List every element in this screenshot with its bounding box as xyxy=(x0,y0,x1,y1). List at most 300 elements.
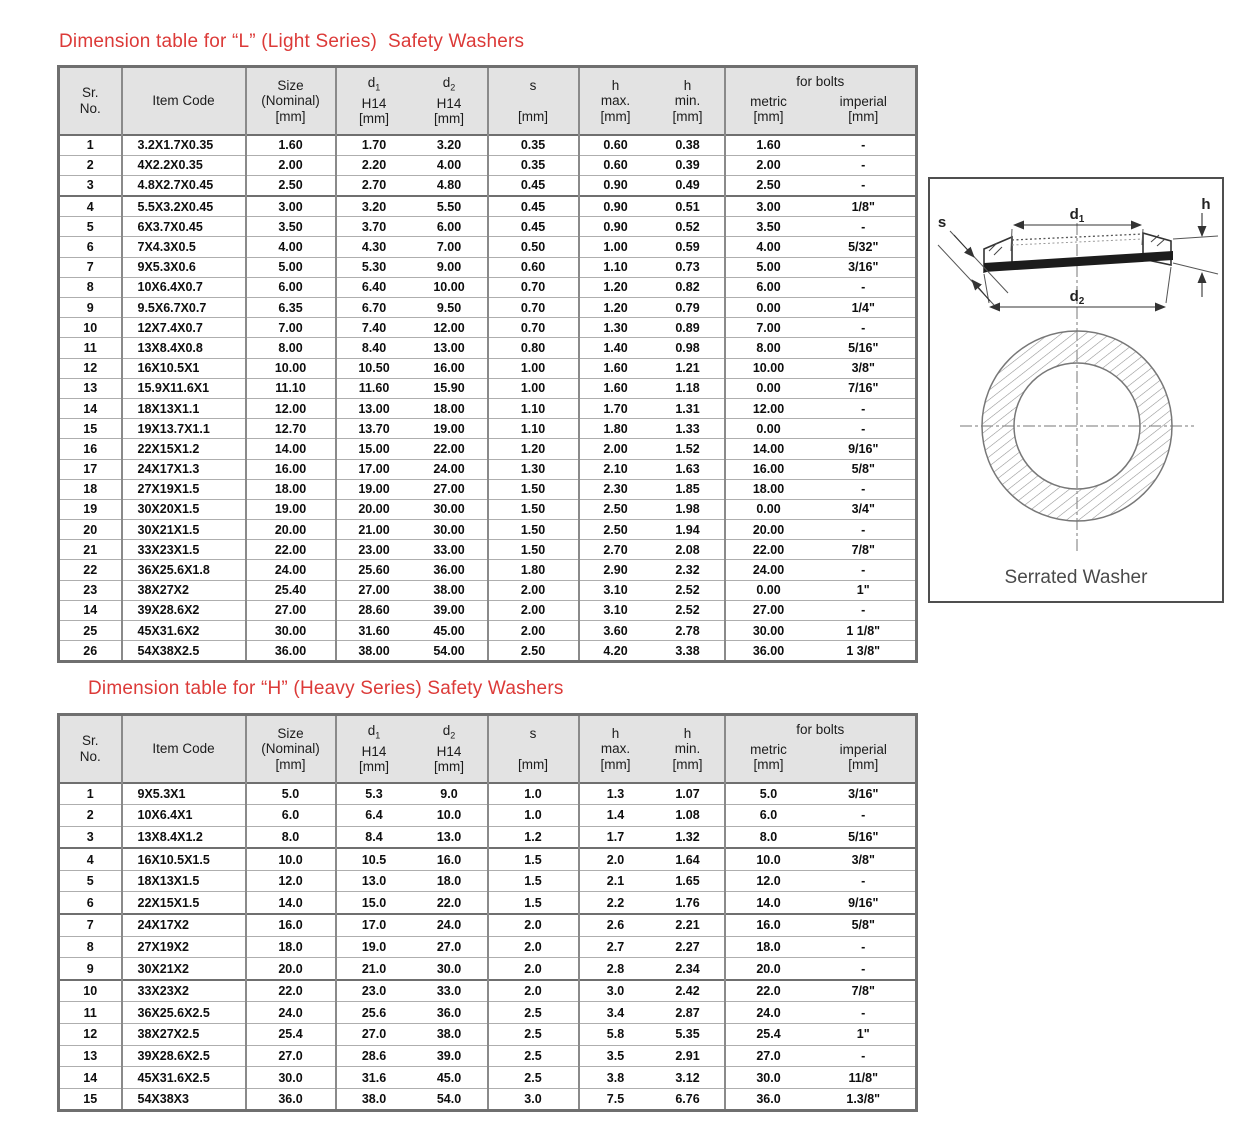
cell-d2: 16.00 xyxy=(412,358,488,378)
cell-bolt-imperial: - xyxy=(812,277,917,297)
cell-d2: 22.00 xyxy=(412,439,488,459)
cell-h-min: 1.52 xyxy=(652,439,725,459)
cell-d2: 19.00 xyxy=(412,419,488,439)
cell-s: 1.2 xyxy=(488,826,579,848)
cell-d1: 10.50 xyxy=(336,358,412,378)
cell-d1: 28.6 xyxy=(336,1045,412,1067)
cell-sr-no: 13 xyxy=(59,378,122,398)
cell-size-nominal: 36.00 xyxy=(246,641,336,662)
cell-sr-no: 4 xyxy=(59,848,122,870)
cell-item-code: 36X25.6X2.5 xyxy=(122,1002,246,1024)
table-row xyxy=(59,237,917,257)
cell-h-min: 2.87 xyxy=(652,1002,725,1024)
table-row xyxy=(59,1045,917,1067)
cell-d2: 36.00 xyxy=(412,560,488,580)
col-header-d2: $d_2$ H14 [mm] xyxy=(412,67,488,135)
cell-bolt-imperial: - xyxy=(812,398,917,418)
cell-h-min: 3.12 xyxy=(652,1067,725,1089)
cell-item-code: 38X27X2.5 xyxy=(122,1024,246,1046)
table-row xyxy=(59,980,917,1002)
cell-item-code: 54X38X3 xyxy=(122,1088,246,1111)
cell-s: 2.0 xyxy=(488,958,579,980)
d2-label: $d_2$ xyxy=(1069,288,1085,307)
cell-bolt-imperial: - xyxy=(812,135,917,156)
cell-item-code: 24X17X1.3 xyxy=(122,459,246,479)
cell-s: 0.60 xyxy=(488,257,579,277)
cell-h-max: 7.5 xyxy=(579,1088,652,1111)
table-row xyxy=(59,298,917,318)
cell-item-code: 33X23X1.5 xyxy=(122,540,246,560)
cell-s: 0.50 xyxy=(488,237,579,257)
cell-h-max: 4.20 xyxy=(579,641,652,662)
cell-d1: 5.3 xyxy=(336,783,412,805)
cell-bolt-imperial: 3/4" xyxy=(812,499,917,519)
cell-bolt-imperial: - xyxy=(812,520,917,540)
cell-size-nominal: 25.4 xyxy=(246,1024,336,1046)
cell-h-max: 3.8 xyxy=(579,1067,652,1089)
table-row xyxy=(59,560,917,580)
table-row xyxy=(59,580,917,600)
cell-h-min: 2.42 xyxy=(652,980,725,1002)
cell-s: 1.00 xyxy=(488,358,579,378)
col-header-metric: metric [mm] xyxy=(725,738,812,783)
cell-bolt-imperial: 1/8" xyxy=(812,196,917,217)
cell-d2: 30.0 xyxy=(412,958,488,980)
table-row xyxy=(59,318,917,338)
cell-sr-no: 4 xyxy=(59,196,122,217)
col-header-size: Size (Nominal) [mm] xyxy=(246,715,336,783)
cell-bolt-metric: 22.00 xyxy=(725,540,812,560)
cell-d2: 6.00 xyxy=(412,217,488,237)
cell-bolt-metric: 16.0 xyxy=(725,914,812,936)
table-row xyxy=(59,1067,917,1089)
cell-bolt-imperial: 3/16" xyxy=(812,783,917,805)
cell-d2: 39.0 xyxy=(412,1045,488,1067)
cell-d1: 28.60 xyxy=(336,600,412,620)
cell-h-min: 2.91 xyxy=(652,1045,725,1067)
cell-d1: 8.4 xyxy=(336,826,412,848)
cell-bolt-imperial: 1" xyxy=(812,1024,917,1046)
table-row xyxy=(59,277,917,297)
col-header-s: s [mm] xyxy=(488,715,579,783)
cell-h-min: 0.89 xyxy=(652,318,725,338)
serrated-washer-diagram xyxy=(928,177,1224,603)
cell-size-nominal: 20.0 xyxy=(246,958,336,980)
cell-s: 1.0 xyxy=(488,783,579,805)
cell-d1: 8.40 xyxy=(336,338,412,358)
cell-d1: 17.0 xyxy=(336,914,412,936)
cell-h-min: 1.64 xyxy=(652,848,725,870)
cell-item-code: 19X13.7X1.1 xyxy=(122,419,246,439)
cell-sr-no: 9 xyxy=(59,298,122,318)
cell-s: 2.5 xyxy=(488,1045,579,1067)
cell-h-max: 2.10 xyxy=(579,459,652,479)
cell-d1: 17.00 xyxy=(336,459,412,479)
cell-size-nominal: 30.00 xyxy=(246,621,336,641)
cell-d2: 18.00 xyxy=(412,398,488,418)
cell-d2: 7.00 xyxy=(412,237,488,257)
cell-bolt-imperial: - xyxy=(812,175,917,196)
cell-d1: 10.5 xyxy=(336,848,412,870)
cell-size-nominal: 12.0 xyxy=(246,870,336,892)
cell-bolt-metric: 24.0 xyxy=(725,1002,812,1024)
cell-d2: 38.00 xyxy=(412,580,488,600)
cell-h-min: 1.33 xyxy=(652,419,725,439)
cell-item-code: 4.8X2.7X0.45 xyxy=(122,175,246,196)
cell-size-nominal: 16.00 xyxy=(246,459,336,479)
cell-h-min: 0.82 xyxy=(652,277,725,297)
cell-size-nominal: 16.0 xyxy=(246,914,336,936)
cell-bolt-metric: 6.0 xyxy=(725,805,812,827)
cell-size-nominal: 8.00 xyxy=(246,338,336,358)
cell-size-nominal: 24.0 xyxy=(246,1002,336,1024)
cell-h-min: 0.98 xyxy=(652,338,725,358)
cell-bolt-metric: 0.00 xyxy=(725,499,812,519)
cell-d1: 21.00 xyxy=(336,520,412,540)
cell-size-nominal: 27.00 xyxy=(246,600,336,620)
cell-h-min: 0.73 xyxy=(652,257,725,277)
cell-item-code: 39X28.6X2 xyxy=(122,600,246,620)
cell-size-nominal: 10.0 xyxy=(246,848,336,870)
table-row xyxy=(59,217,917,237)
heavy-table-header xyxy=(59,715,917,783)
heavy-table-title: Dimension table for “H” (Heavy Series) Safety Washers xyxy=(88,678,564,699)
table-row xyxy=(59,257,917,277)
col-header-s: s [mm] xyxy=(488,67,579,135)
cell-size-nominal: 1.60 xyxy=(246,135,336,156)
cell-s: 1.5 xyxy=(488,848,579,870)
cell-size-nominal: 18.00 xyxy=(246,479,336,499)
table-row xyxy=(59,155,917,175)
cell-item-code: 33X23X2 xyxy=(122,980,246,1002)
cell-size-nominal: 4.00 xyxy=(246,237,336,257)
cell-size-nominal: 19.00 xyxy=(246,499,336,519)
cell-d1: 13.70 xyxy=(336,419,412,439)
cell-h-max: 5.8 xyxy=(579,1024,652,1046)
cell-bolt-metric: 27.00 xyxy=(725,600,812,620)
cell-item-code: 45X31.6X2.5 xyxy=(122,1067,246,1089)
cell-size-nominal: 14.0 xyxy=(246,892,336,914)
cell-h-max: 2.00 xyxy=(579,439,652,459)
cell-s: 1.10 xyxy=(488,398,579,418)
table-row xyxy=(59,600,917,620)
cell-d1: 1.70 xyxy=(336,135,412,156)
cell-h-min: 1.85 xyxy=(652,479,725,499)
cell-size-nominal: 22.00 xyxy=(246,540,336,560)
cell-item-code: 39X28.6X2.5 xyxy=(122,1045,246,1067)
cell-item-code: 30X21X1.5 xyxy=(122,520,246,540)
cell-sr-no: 13 xyxy=(59,1045,122,1067)
cell-d2: 16.0 xyxy=(412,848,488,870)
cell-h-min: 1.76 xyxy=(652,892,725,914)
cell-h-max: 1.60 xyxy=(579,378,652,398)
cell-bolt-imperial: - xyxy=(812,479,917,499)
cell-bolt-metric: 4.00 xyxy=(725,237,812,257)
cell-bolt-imperial: - xyxy=(812,870,917,892)
cell-h-min: 1.63 xyxy=(652,459,725,479)
cell-d1: 31.6 xyxy=(336,1067,412,1089)
cell-h-max: 1.4 xyxy=(579,805,652,827)
cell-size-nominal: 5.00 xyxy=(246,257,336,277)
cell-item-code: 18X13X1.5 xyxy=(122,870,246,892)
table-row xyxy=(59,805,917,827)
cell-sr-no: 1 xyxy=(59,783,122,805)
table-row xyxy=(59,1024,917,1046)
cell-item-code: 16X10.5X1.5 xyxy=(122,848,246,870)
cell-h-min: 6.76 xyxy=(652,1088,725,1111)
cell-h-max: 2.90 xyxy=(579,560,652,580)
cell-d1: 27.0 xyxy=(336,1024,412,1046)
cell-bolt-metric: 27.0 xyxy=(725,1045,812,1067)
cell-size-nominal: 18.0 xyxy=(246,936,336,958)
cell-d2: 4.00 xyxy=(412,155,488,175)
cell-sr-no: 5 xyxy=(59,870,122,892)
cell-size-nominal: 36.0 xyxy=(246,1088,336,1111)
cell-size-nominal: 2.50 xyxy=(246,175,336,196)
col-header-h-min: h min. [mm] xyxy=(652,67,725,135)
cell-bolt-metric: 7.00 xyxy=(725,318,812,338)
cell-bolt-imperial: - xyxy=(812,936,917,958)
table-row xyxy=(59,398,917,418)
table-row xyxy=(59,621,917,641)
cell-bolt-imperial: - xyxy=(812,1045,917,1067)
cell-d2: 9.00 xyxy=(412,257,488,277)
cell-s: 2.5 xyxy=(488,1067,579,1089)
cell-d2: 27.00 xyxy=(412,479,488,499)
cell-item-code: 10X6.4X0.7 xyxy=(122,277,246,297)
cell-item-code: 3.2X1.7X0.35 xyxy=(122,135,246,156)
cell-d1: 2.70 xyxy=(336,175,412,196)
washer-technical-drawing xyxy=(930,179,1222,559)
cell-h-max: 2.50 xyxy=(579,520,652,540)
cell-d2: 3.20 xyxy=(412,135,488,156)
cell-bolt-imperial: 1.3/8" xyxy=(812,1088,917,1111)
cell-bolt-metric: 12.0 xyxy=(725,870,812,892)
col-header-d1: $d_1$ H14 [mm] xyxy=(336,67,412,135)
table-row xyxy=(59,1088,917,1111)
cell-d1: 6.70 xyxy=(336,298,412,318)
cell-s: 2.5 xyxy=(488,1002,579,1024)
cell-h-max: 2.8 xyxy=(579,958,652,980)
cell-h-max: 1.40 xyxy=(579,338,652,358)
cell-d1: 15.0 xyxy=(336,892,412,914)
cell-h-max: 2.0 xyxy=(579,848,652,870)
table-row xyxy=(59,1002,917,1024)
col-header-h-max: h max. [mm] xyxy=(579,67,652,135)
col-header-imperial: imperial [mm] xyxy=(812,738,917,783)
cell-size-nominal: 7.00 xyxy=(246,318,336,338)
cell-d1: 7.40 xyxy=(336,318,412,338)
cell-bolt-imperial: 1 3/8" xyxy=(812,641,917,662)
cell-d2: 54.0 xyxy=(412,1088,488,1111)
cell-h-min: 0.49 xyxy=(652,175,725,196)
cell-d2: 10.0 xyxy=(412,805,488,827)
cell-item-code: 15.9X11.6X1 xyxy=(122,378,246,398)
cell-bolt-metric: 20.00 xyxy=(725,520,812,540)
cell-bolt-imperial: - xyxy=(812,419,917,439)
cell-h-max: 1.70 xyxy=(579,398,652,418)
cell-d2: 13.0 xyxy=(412,826,488,848)
cell-d2: 4.80 xyxy=(412,175,488,196)
cell-s: 1.20 xyxy=(488,439,579,459)
cell-h-min: 0.38 xyxy=(652,135,725,156)
cell-bolt-metric: 0.00 xyxy=(725,419,812,439)
cell-h-max: 3.5 xyxy=(579,1045,652,1067)
cell-s: 1.50 xyxy=(488,520,579,540)
cell-size-nominal: 3.50 xyxy=(246,217,336,237)
cell-d1: 2.20 xyxy=(336,155,412,175)
cell-d1: 20.00 xyxy=(336,499,412,519)
cell-d2: 33.00 xyxy=(412,540,488,560)
cell-sr-no: 9 xyxy=(59,958,122,980)
cell-h-min: 0.79 xyxy=(652,298,725,318)
cell-size-nominal: 5.0 xyxy=(246,783,336,805)
table-row xyxy=(59,826,917,848)
light-series-table xyxy=(57,65,918,663)
cell-size-nominal: 14.00 xyxy=(246,439,336,459)
cell-h-max: 1.3 xyxy=(579,783,652,805)
cell-sr-no: 14 xyxy=(59,600,122,620)
cell-size-nominal: 6.00 xyxy=(246,277,336,297)
cell-bolt-metric: 8.00 xyxy=(725,338,812,358)
cell-s: 1.00 xyxy=(488,378,579,398)
cell-sr-no: 8 xyxy=(59,277,122,297)
cell-d2: 9.50 xyxy=(412,298,488,318)
cell-bolt-imperial: - xyxy=(812,958,917,980)
cell-item-code: 38X27X2 xyxy=(122,580,246,600)
cell-d1: 13.00 xyxy=(336,398,412,418)
cell-bolt-metric: 14.0 xyxy=(725,892,812,914)
cell-size-nominal: 20.00 xyxy=(246,520,336,540)
cell-bolt-metric: 25.4 xyxy=(725,1024,812,1046)
cell-d1: 5.30 xyxy=(336,257,412,277)
cell-item-code: 45X31.6X2 xyxy=(122,621,246,641)
cell-d1: 6.4 xyxy=(336,805,412,827)
table-row xyxy=(59,499,917,519)
cell-sr-no: 3 xyxy=(59,175,122,196)
table-row xyxy=(59,439,917,459)
cell-bolt-imperial: 7/8" xyxy=(812,980,917,1002)
cell-d2: 12.00 xyxy=(412,318,488,338)
cell-d2: 10.00 xyxy=(412,277,488,297)
cell-item-code: 22X15X1.2 xyxy=(122,439,246,459)
cell-bolt-metric: 36.0 xyxy=(725,1088,812,1111)
cell-h-min: 1.32 xyxy=(652,826,725,848)
cell-h-max: 2.30 xyxy=(579,479,652,499)
cell-sr-no: 14 xyxy=(59,398,122,418)
table-row xyxy=(59,175,917,196)
cell-d2: 18.0 xyxy=(412,870,488,892)
cell-h-min: 0.51 xyxy=(652,196,725,217)
cell-s: 1.5 xyxy=(488,892,579,914)
cell-bolt-imperial: 5/8" xyxy=(812,459,917,479)
cell-bolt-metric: 20.0 xyxy=(725,958,812,980)
cell-d2: 45.00 xyxy=(412,621,488,641)
cell-s: 0.70 xyxy=(488,298,579,318)
cell-d2: 24.0 xyxy=(412,914,488,936)
cell-s: 0.70 xyxy=(488,318,579,338)
cell-sr-no: 21 xyxy=(59,540,122,560)
cell-h-min: 1.07 xyxy=(652,783,725,805)
cell-bolt-metric: 30.00 xyxy=(725,621,812,641)
cell-d2: 24.00 xyxy=(412,459,488,479)
cell-d1: 11.60 xyxy=(336,378,412,398)
light-table-title: Dimension table for “L” (Light Series) Safety Washers xyxy=(59,31,525,52)
cell-d1: 23.0 xyxy=(336,980,412,1002)
table-row xyxy=(59,338,917,358)
cell-bolt-imperial: 9/16" xyxy=(812,439,917,459)
cell-bolt-metric: 5.00 xyxy=(725,257,812,277)
cell-bolt-metric: 2.00 xyxy=(725,155,812,175)
diagram-caption: Serrated Washer xyxy=(1004,567,1148,588)
cell-d1: 21.0 xyxy=(336,958,412,980)
cell-bolt-metric: 3.50 xyxy=(725,217,812,237)
cell-h-max: 1.10 xyxy=(579,257,652,277)
cell-d2: 54.00 xyxy=(412,641,488,662)
table-row xyxy=(59,914,917,936)
cell-sr-no: 15 xyxy=(59,1088,122,1111)
cell-d2: 33.0 xyxy=(412,980,488,1002)
cell-bolt-metric: 36.00 xyxy=(725,641,812,662)
cell-bolt-imperial: - xyxy=(812,600,917,620)
cell-h-min: 0.52 xyxy=(652,217,725,237)
cell-item-code: 12X7.4X0.7 xyxy=(122,318,246,338)
cell-d2: 38.0 xyxy=(412,1024,488,1046)
cell-bolt-imperial: 9/16" xyxy=(812,892,917,914)
heavy-series-table xyxy=(57,713,918,1112)
cell-item-code: 13X8.4X0.8 xyxy=(122,338,246,358)
cell-s: 0.35 xyxy=(488,155,579,175)
cell-item-code: 22X15X1.5 xyxy=(122,892,246,914)
cell-sr-no: 5 xyxy=(59,217,122,237)
cell-h-min: 1.94 xyxy=(652,520,725,540)
cell-bolt-metric: 24.00 xyxy=(725,560,812,580)
cell-bolt-imperial: 3/8" xyxy=(812,358,917,378)
cell-item-code: 6X3.7X0.45 xyxy=(122,217,246,237)
cell-sr-no: 1 xyxy=(59,135,122,156)
cell-sr-no: 10 xyxy=(59,318,122,338)
cell-sr-no: 17 xyxy=(59,459,122,479)
cell-bolt-metric: 16.00 xyxy=(725,459,812,479)
cell-sr-no: 6 xyxy=(59,237,122,257)
cell-sr-no: 15 xyxy=(59,419,122,439)
cell-h-min: 0.39 xyxy=(652,155,725,175)
table-row xyxy=(59,783,917,805)
cell-d2: 39.00 xyxy=(412,600,488,620)
cell-sr-no: 7 xyxy=(59,257,122,277)
table-row xyxy=(59,848,917,870)
cell-size-nominal: 3.00 xyxy=(246,196,336,217)
cell-sr-no: 20 xyxy=(59,520,122,540)
cell-d2: 22.0 xyxy=(412,892,488,914)
cell-h-min: 2.08 xyxy=(652,540,725,560)
cell-d1: 3.70 xyxy=(336,217,412,237)
cell-sr-no: 7 xyxy=(59,914,122,936)
cell-s: 2.5 xyxy=(488,1024,579,1046)
table-row xyxy=(59,936,917,958)
cell-h-max: 2.6 xyxy=(579,914,652,936)
cell-bolt-metric: 0.00 xyxy=(725,378,812,398)
cell-h-min: 3.38 xyxy=(652,641,725,662)
cell-sr-no: 14 xyxy=(59,1067,122,1089)
cell-sr-no: 23 xyxy=(59,580,122,600)
cell-s: 2.00 xyxy=(488,621,579,641)
cell-sr-no: 12 xyxy=(59,1024,122,1046)
cell-h-max: 3.10 xyxy=(579,580,652,600)
cell-item-code: 5.5X3.2X0.45 xyxy=(122,196,246,217)
cell-h-max: 3.0 xyxy=(579,980,652,1002)
cell-item-code: 30X21X2 xyxy=(122,958,246,980)
